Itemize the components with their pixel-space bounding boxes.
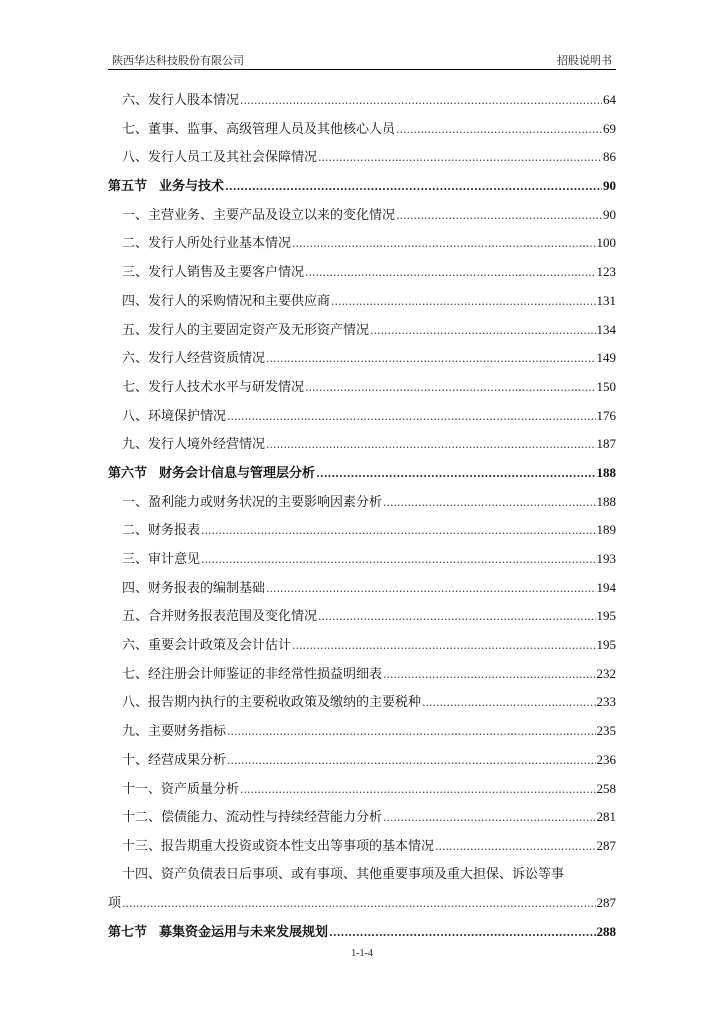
toc-entry[interactable]: [108, 316, 616, 345]
toc-page-number: 233: [596, 694, 616, 710]
toc-entry-title: 十三、报告期重大投资或资本性支出等事项的基本情况: [122, 838, 435, 854]
toc-page-number: 187: [596, 436, 616, 452]
toc-entry-title: 六、发行人经营资质情况: [122, 351, 266, 367]
section-number: 第七节: [108, 924, 148, 940]
toc-page-number: 235: [596, 723, 616, 739]
dot-leader: [370, 317, 595, 346]
toc-page-number: 194: [596, 579, 616, 595]
dot-leader: [201, 546, 595, 575]
page-header: [108, 52, 616, 68]
toc-page-number: 188: [596, 464, 616, 480]
toc-entry[interactable]: [108, 287, 616, 316]
dot-leader: [266, 575, 595, 604]
dot-leader: [316, 460, 595, 489]
toc-page-number: 288: [596, 923, 616, 939]
toc-page-number: 150: [596, 378, 616, 394]
toc-entry[interactable]: [108, 229, 616, 258]
dot-leader: [435, 833, 595, 862]
section-title: [108, 919, 328, 948]
dot-leader: [225, 173, 602, 202]
toc-entry-line2[interactable]: [108, 889, 616, 918]
toc-entry[interactable]: [108, 602, 616, 631]
toc-page-number: 189: [596, 522, 616, 538]
toc-entry-title: 八、环境保护情况: [122, 408, 227, 424]
toc-entry-title: 八、报告期内执行的主要税收政策及缴纳的主要税种: [122, 695, 422, 711]
toc-entry[interactable]: [108, 258, 616, 287]
toc-section-entry[interactable]: [108, 172, 616, 201]
toc-entry[interactable]: [108, 574, 616, 603]
toc-entry-line1[interactable]: [108, 861, 616, 890]
toc-entry[interactable]: [108, 373, 616, 402]
toc-entry-title: 五、合并财务报表范围及变化情况: [122, 609, 318, 625]
toc-entry-title: 十二、偿债能力、流动性与持续经营能力分析: [122, 810, 383, 826]
toc-entry[interactable]: [108, 115, 616, 144]
header-rule: [108, 69, 616, 70]
toc-page-number: 123: [596, 264, 616, 280]
toc-page-number: 258: [596, 780, 616, 796]
dot-leader: [266, 431, 595, 460]
toc-entry[interactable]: [108, 803, 616, 832]
toc-page-number: 287: [596, 895, 616, 911]
toc-entry[interactable]: [108, 86, 616, 115]
dot-leader: [266, 345, 595, 374]
toc-entry-title: 二、财务报表: [122, 523, 201, 539]
toc-page-number: 232: [596, 665, 616, 681]
toc-page-number: 195: [596, 637, 616, 653]
header-company: 陕西华达科技股份有限公司: [112, 54, 244, 67]
dot-leader: [383, 661, 595, 690]
toc-entry[interactable]: [108, 688, 616, 717]
toc-entry[interactable]: [108, 631, 616, 660]
toc-entry-title: 六、发行人股本情况: [122, 93, 240, 108]
section-title-text: 募集资金运用与未来发展规划: [159, 924, 329, 940]
toc-entry-title: 九、发行人境外经营情况: [122, 437, 266, 453]
toc-page-number: 90: [603, 178, 616, 194]
toc-entry-title: 三、审计意见: [122, 552, 201, 567]
dot-leader: [318, 144, 602, 173]
toc-entry-title: 二、发行人所处行业基本情况: [122, 236, 292, 252]
toc-entry[interactable]: [108, 430, 616, 459]
dot-leader: [422, 689, 595, 718]
dot-leader: [227, 718, 595, 747]
section-title-text: 财务会计信息与管理层分析: [159, 465, 316, 481]
dot-leader: [305, 259, 595, 288]
toc-page-number: 149: [596, 350, 616, 366]
dot-leader: [201, 517, 595, 546]
dot-leader: [396, 116, 602, 145]
toc-entry-title-cont: 项: [108, 896, 122, 912]
dot-leader: [227, 403, 595, 432]
section-title: [108, 173, 224, 202]
section-number: 第五节: [108, 179, 148, 195]
toc-entry[interactable]: [108, 402, 616, 431]
toc-entry-title: 八、发行人员工及其社会保障情况: [122, 150, 318, 166]
toc-entry[interactable]: [108, 717, 616, 746]
header-doc-type: 招股说明书: [557, 54, 612, 67]
section-title-text: 业务与技术: [159, 179, 225, 195]
dot-leader: [383, 804, 595, 833]
toc-page-number: 281: [596, 809, 616, 825]
toc-page-number: 86: [603, 149, 616, 165]
dot-leader: [305, 374, 595, 403]
toc-entry[interactable]: [108, 344, 616, 373]
toc-page-number: 69: [603, 120, 616, 136]
toc-section-entry[interactable]: [108, 918, 616, 947]
toc-entry-title: 一、盈利能力或财务状况的主要影响因素分析: [122, 494, 383, 510]
toc-section-entry[interactable]: [108, 459, 616, 488]
toc-entry-title: 四、财务报表的编制基础: [122, 580, 266, 596]
toc-entry[interactable]: [108, 201, 616, 230]
toc-entry-title: 七、董事、监事、高级管理人员及其他核心人员: [122, 121, 396, 137]
dot-leader: [383, 489, 595, 518]
toc-entry-title: 三、发行人销售及主要客户情况: [122, 265, 305, 281]
toc-page-number: 131: [596, 292, 616, 308]
toc-page-number: 100: [596, 235, 616, 251]
dot-leader: [331, 288, 595, 317]
toc-entry[interactable]: [108, 143, 616, 172]
toc-entry-title: 七、经注册会计师鉴证的非经常性损益明细表: [122, 666, 383, 682]
toc-entry-title: 十四、资产负债表日后事项、或有事项、其他重要事项及重大担保、诉讼等事: [122, 866, 565, 882]
section-number: 第六节: [108, 465, 148, 481]
toc-entry-title: 六、重要会计政策及会计估计: [122, 638, 292, 654]
toc-entry-title: 十一、资产质量分析: [122, 781, 240, 797]
toc-page-number: 236: [596, 751, 616, 767]
toc-entry-title: 一、主营业务、主要产品及设立以来的变化情况: [122, 207, 396, 223]
toc-page-number: 193: [596, 551, 616, 566]
dot-leader: [329, 919, 595, 948]
toc-entry[interactable]: [108, 832, 616, 861]
toc-page-number: 287: [596, 837, 616, 853]
dot-leader: [122, 890, 595, 919]
dot-leader: [292, 230, 595, 259]
toc-page-number: 188: [596, 493, 616, 509]
dot-leader: [227, 747, 595, 776]
section-title: [108, 460, 315, 489]
toc-page-number: 64: [603, 92, 616, 107]
toc-entry-title: 五、发行人的主要固定资产及无形资产情况: [122, 322, 370, 338]
dot-leader: [292, 632, 595, 661]
dot-leader: [240, 776, 595, 805]
toc-entry-title: 十、经营成果分析: [122, 752, 227, 768]
toc-entry[interactable]: [108, 488, 616, 517]
toc-entry-title: 七、发行人技术水平与研发情况: [122, 379, 305, 395]
toc-entry[interactable]: [108, 746, 616, 775]
toc-entry[interactable]: [108, 660, 616, 689]
toc-entry-title: 四、发行人的采购情况和主要供应商: [122, 293, 331, 309]
page-number: 1-1-4: [351, 948, 373, 959]
dot-leader: [318, 603, 595, 632]
toc-page-number: 134: [596, 321, 616, 337]
toc-page-number: 195: [596, 608, 616, 624]
toc-entry-title: 九、主要财务指标: [122, 724, 227, 740]
toc-entry[interactable]: [108, 516, 616, 545]
table-of-contents: [108, 86, 616, 947]
toc-entry[interactable]: [108, 775, 616, 804]
toc-page-number: 90: [603, 206, 616, 222]
dot-leader: [396, 202, 602, 231]
toc-page-number: 176: [596, 407, 616, 423]
toc-entry[interactable]: [108, 545, 616, 574]
dot-leader: [240, 87, 602, 116]
